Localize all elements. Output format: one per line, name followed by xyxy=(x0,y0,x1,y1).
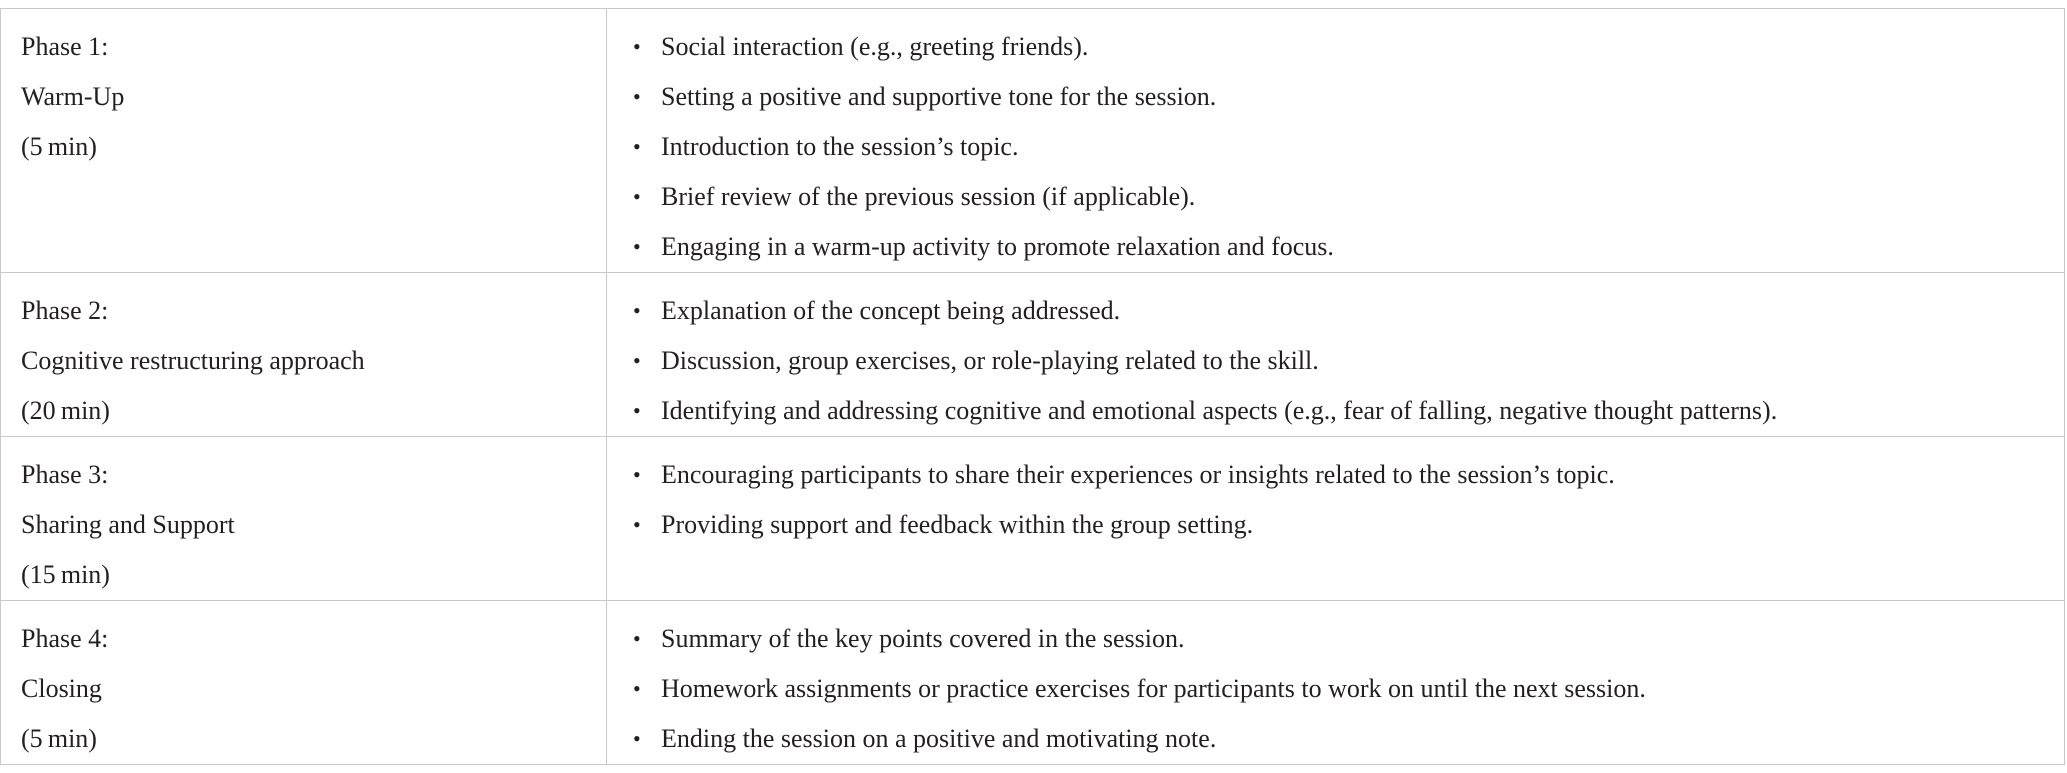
list-item-text: Identifying and addressing cognitive and emotional aspects (e.g., fear of falling, negative thought patterns). xyxy=(661,396,1778,425)
activity-list xyxy=(607,22,2064,272)
list-item-text: Engaging in a warm-up activity to promote relaxation and focus. xyxy=(661,232,1334,261)
table-row xyxy=(1,437,2065,601)
list-item xyxy=(607,500,2064,550)
activities-cell xyxy=(607,9,2065,273)
list-item-text: Providing support and feedback within the group setting. xyxy=(661,510,1254,539)
phase-duration: (15 min) xyxy=(21,560,110,589)
phase-name: Sharing and Support xyxy=(21,510,235,539)
list-item-text: Introduction to the session’s topic. xyxy=(661,132,1019,161)
list-item xyxy=(607,614,2064,664)
activities-cell xyxy=(607,601,2065,765)
bullet-icon: • xyxy=(633,298,641,323)
bullet-icon: • xyxy=(633,134,641,159)
bullet-icon: • xyxy=(633,348,641,373)
phase-duration: (20 min) xyxy=(21,396,110,425)
phase-cell xyxy=(1,437,607,601)
activity-list xyxy=(607,450,2064,550)
list-item xyxy=(607,172,2064,222)
list-item-text: Encouraging participants to share their experiences or insights related to the session’s topic. xyxy=(661,460,1615,489)
bullet-icon: • xyxy=(633,398,641,423)
list-item xyxy=(607,336,2064,386)
bullet-icon: • xyxy=(633,84,641,109)
bullet-icon: • xyxy=(633,184,641,209)
list-item-text: Explanation of the concept being addressed. xyxy=(661,296,1121,325)
session-structure-table xyxy=(0,8,2065,765)
table-row xyxy=(1,9,2065,273)
list-item xyxy=(607,386,2064,436)
list-item xyxy=(607,664,2064,714)
bullet-icon: • xyxy=(633,462,641,487)
list-item xyxy=(607,122,2064,172)
bullet-icon: • xyxy=(633,512,641,537)
list-item xyxy=(607,714,2064,764)
list-item xyxy=(607,450,2064,500)
list-item xyxy=(607,22,2064,72)
bullet-icon: • xyxy=(633,234,641,259)
bullet-icon: • xyxy=(633,34,641,59)
list-item xyxy=(607,222,2064,272)
phase-duration: (5 min) xyxy=(21,724,97,753)
bullet-icon: • xyxy=(633,626,641,651)
phase-cell xyxy=(1,9,607,273)
list-item-text: Homework assignments or practice exercises for participants to work on until the next session. xyxy=(661,674,1646,703)
phase-number: Phase 1: xyxy=(21,32,109,61)
list-item-text: Brief review of the previous session (if applicable). xyxy=(661,182,1196,211)
activity-list xyxy=(607,614,2064,764)
phase-name: Warm-Up xyxy=(21,82,125,111)
activities-cell xyxy=(607,273,2065,437)
phase-name: Cognitive restructuring approach xyxy=(21,346,365,375)
list-item-text: Summary of the key points covered in the session. xyxy=(661,624,1185,653)
list-item-text: Social interaction (e.g., greeting friends). xyxy=(661,32,1089,61)
phase-name: Closing xyxy=(21,674,102,703)
activities-cell xyxy=(607,437,2065,601)
phase-duration: (5 min) xyxy=(21,132,97,161)
phase-number: Phase 3: xyxy=(21,460,109,489)
activity-list xyxy=(607,286,2064,436)
list-item-text: Ending the session on a positive and motivating note. xyxy=(661,724,1217,753)
list-item-text: Setting a positive and supportive tone for the session. xyxy=(661,82,1217,111)
phase-cell xyxy=(1,273,607,437)
phase-number: Phase 2: xyxy=(21,296,109,325)
table-row xyxy=(1,601,2065,765)
list-item-text: Discussion, group exercises, or role-playing related to the skill. xyxy=(661,346,1319,375)
bullet-icon: • xyxy=(633,726,641,751)
phase-cell xyxy=(1,601,607,765)
list-item xyxy=(607,286,2064,336)
table-row xyxy=(1,273,2065,437)
bullet-icon: • xyxy=(633,676,641,701)
list-item xyxy=(607,72,2064,122)
phase-number: Phase 4: xyxy=(21,624,109,653)
